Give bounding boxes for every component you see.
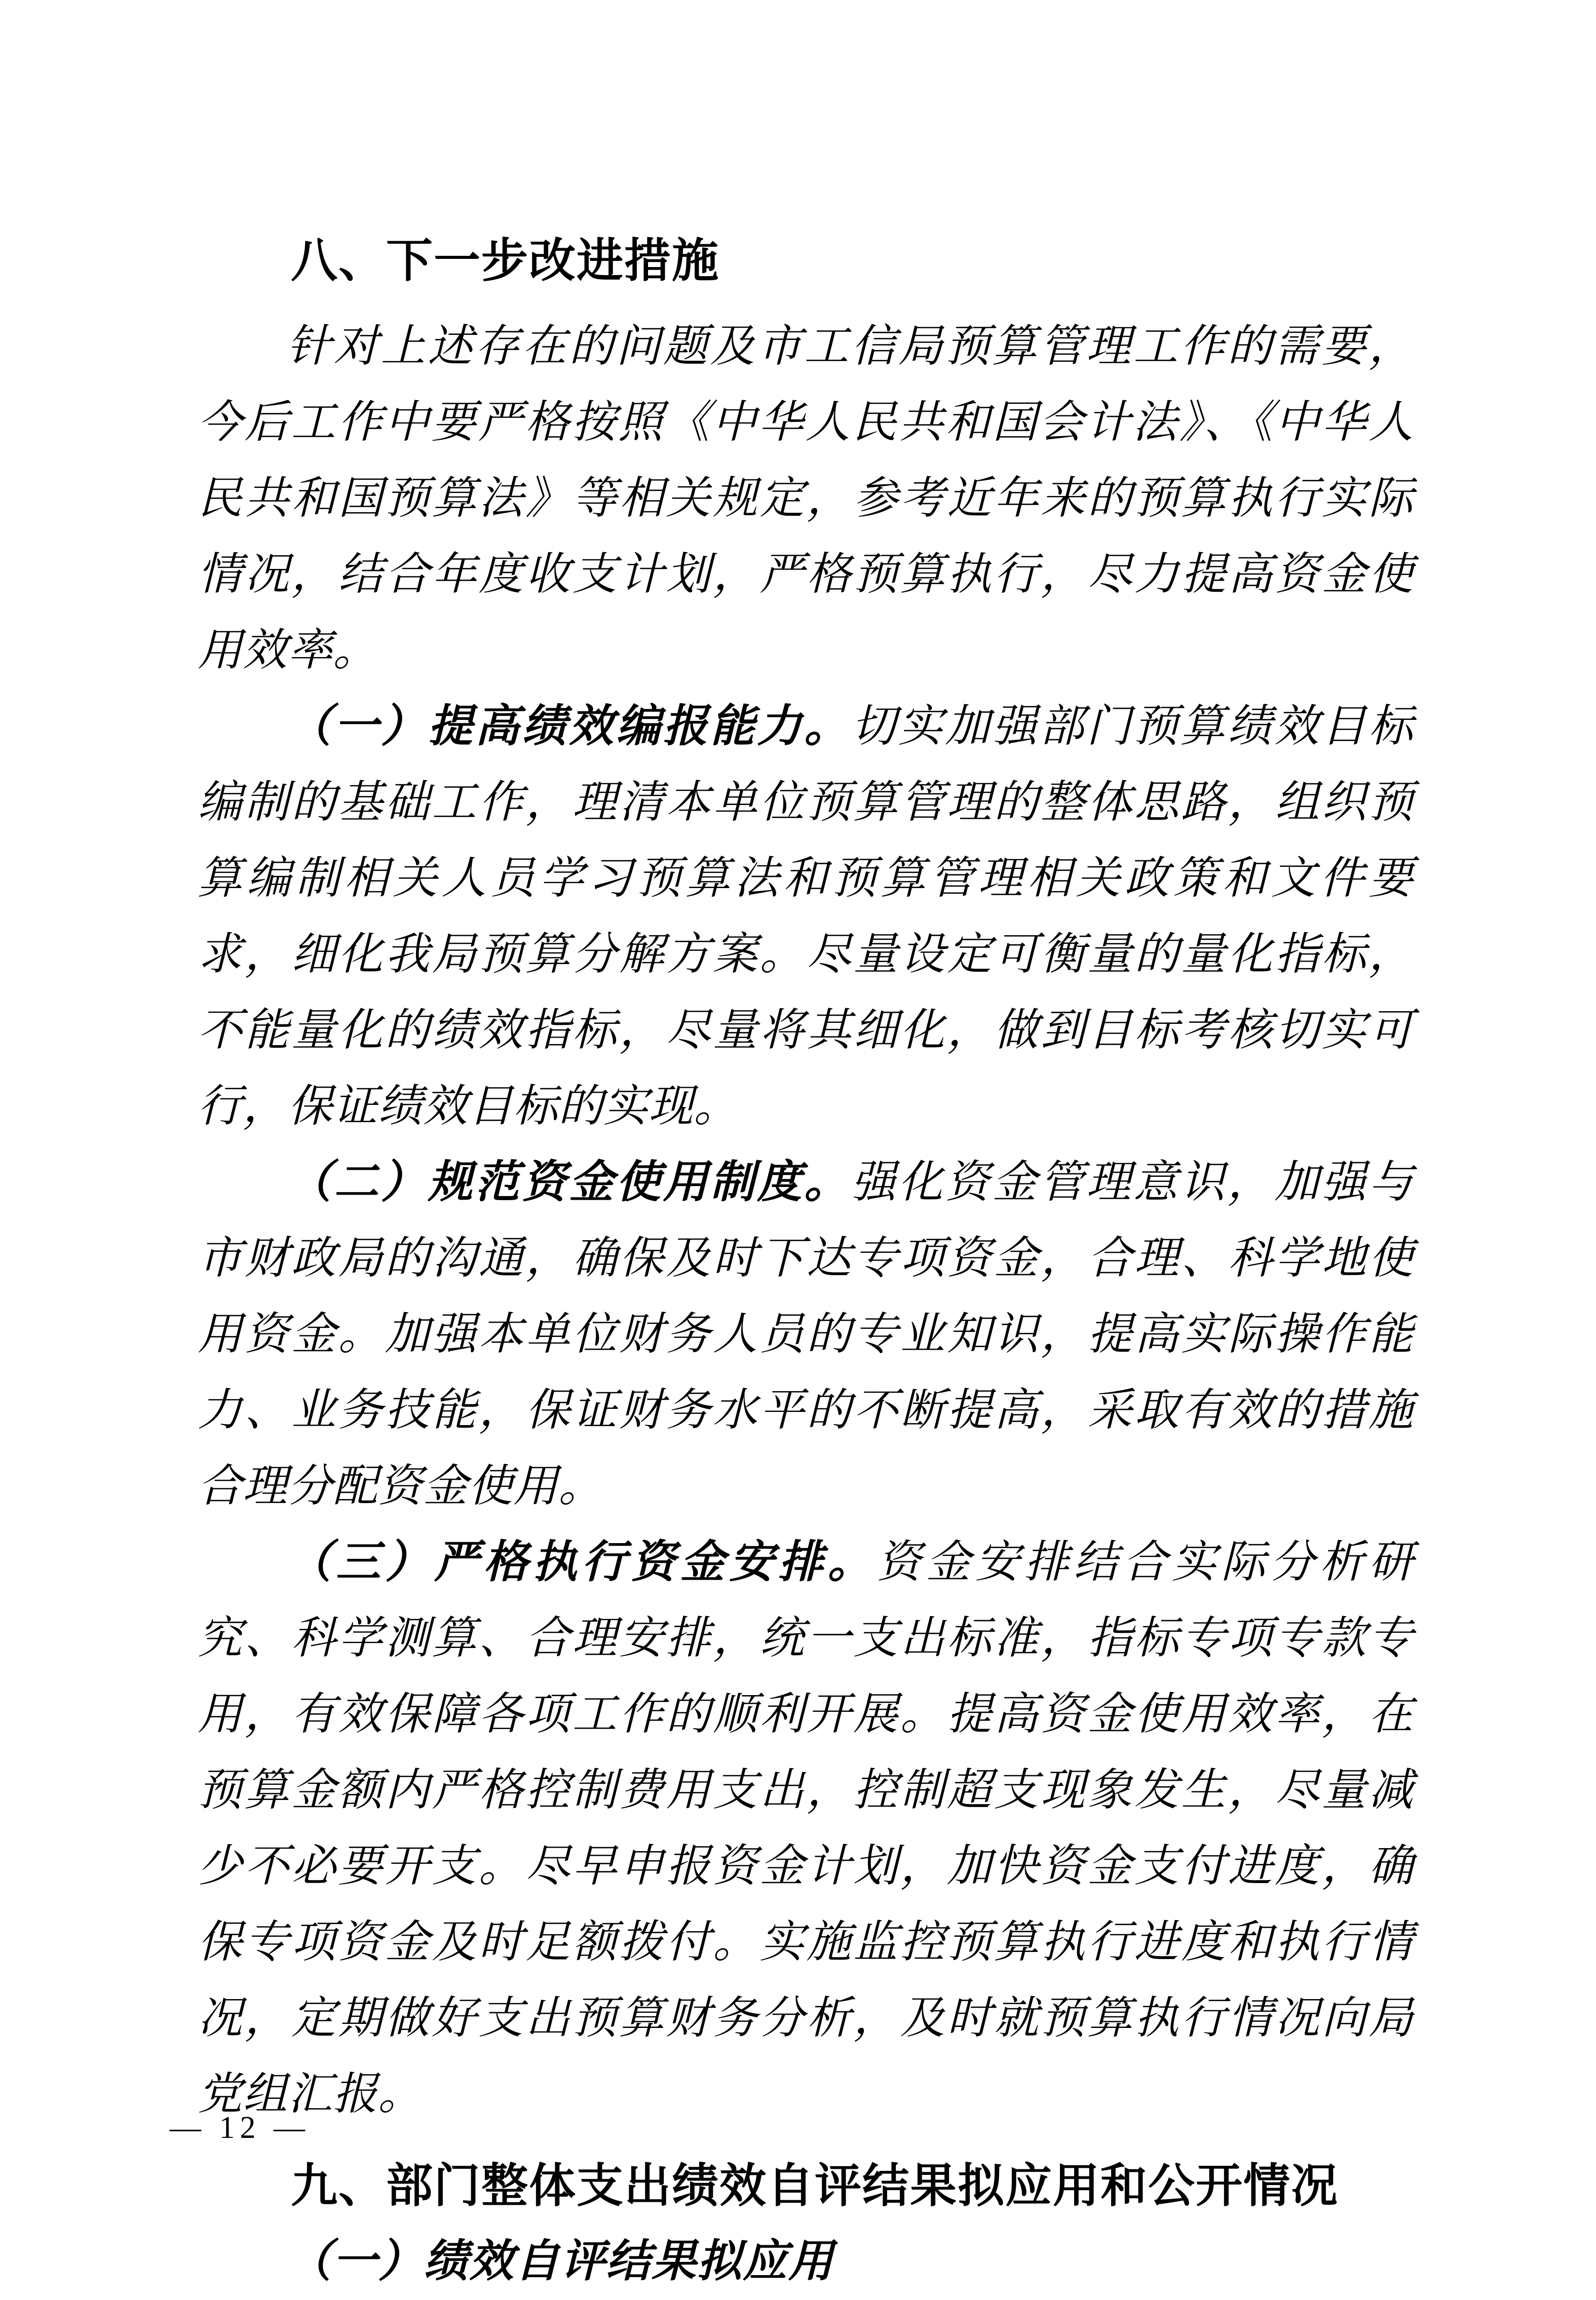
paragraph-item-2	[198, 1145, 1414, 1525]
page-number: — 12 —	[170, 2111, 310, 2145]
paragraph-item-1-lead: （一）提高绩效编报能力。	[287, 702, 851, 751]
paragraph-item-1	[198, 689, 1414, 1145]
section-nine-sub-heading: （一）绩效自评结果拟应用	[287, 2237, 834, 2286]
section-eight-heading: 八、下一步改进措施	[291, 235, 720, 287]
paragraph-item-3	[198, 1525, 1414, 2133]
paragraph-item-3-text: 资金安排结合实际分析研究、科学测算、合理安排，统一支出标准，指标专项专款专用，有效保障各项工作的顺利开展。提高资金使用效率，在预算金额内严格控制费用支出，控制超支现象发生，尽量减少不必要开支。尽早申报资金计划，加快资金支付进度，确保专项资金及时足额拨付。实施监控预算执行进度和执行情况，定期做好支出预算财务分析，及时就预算执行情况向局党组汇报。	[198, 1538, 1414, 2119]
paragraph-item-3-lead: （三）严格执行资金安排。	[287, 1538, 877, 1587]
paragraph-item-1-text: 切实加强部门预算绩效目标编制的基础工作，理清本单位预算管理的整体思路，组织预算编制相关人员学习预算法和预算管理相关政策和文件要求，细化我局预算分解方案。尽量设定可衡量的量化指标，不能量化的绩效指标，尽量将其细化，做到目标考核切实可行，保证绩效目标的实现。	[198, 702, 1414, 1131]
section-nine-heading: 九、部门整体支出绩效自评结果拟应用和公开情况	[291, 2160, 1339, 2212]
paragraph-item-2-lead: （二）规范资金使用制度。	[287, 1158, 851, 1207]
paragraph-item-2-text: 强化资金管理意识，加强与市财政局的沟通，确保及时下达专项资金，合理、科学地使用资金。加强本单位财务人员的专业知识，提高实际操作能力、业务技能，保证财务水平的不断提高，采取有效的措施合理分配资金使用。	[198, 1158, 1414, 1511]
paragraph-intro: 针对上述存在的问题及市工信局预算管理工作的需要，今后工作中要严格按照《中华人民共和国会计法》、《中华人民共和国预算法》等相关规定，参考近年来的预算执行实际情况，结合年度收支计划，严格预算执行，尽力提高资金使用效率。	[198, 322, 1414, 675]
